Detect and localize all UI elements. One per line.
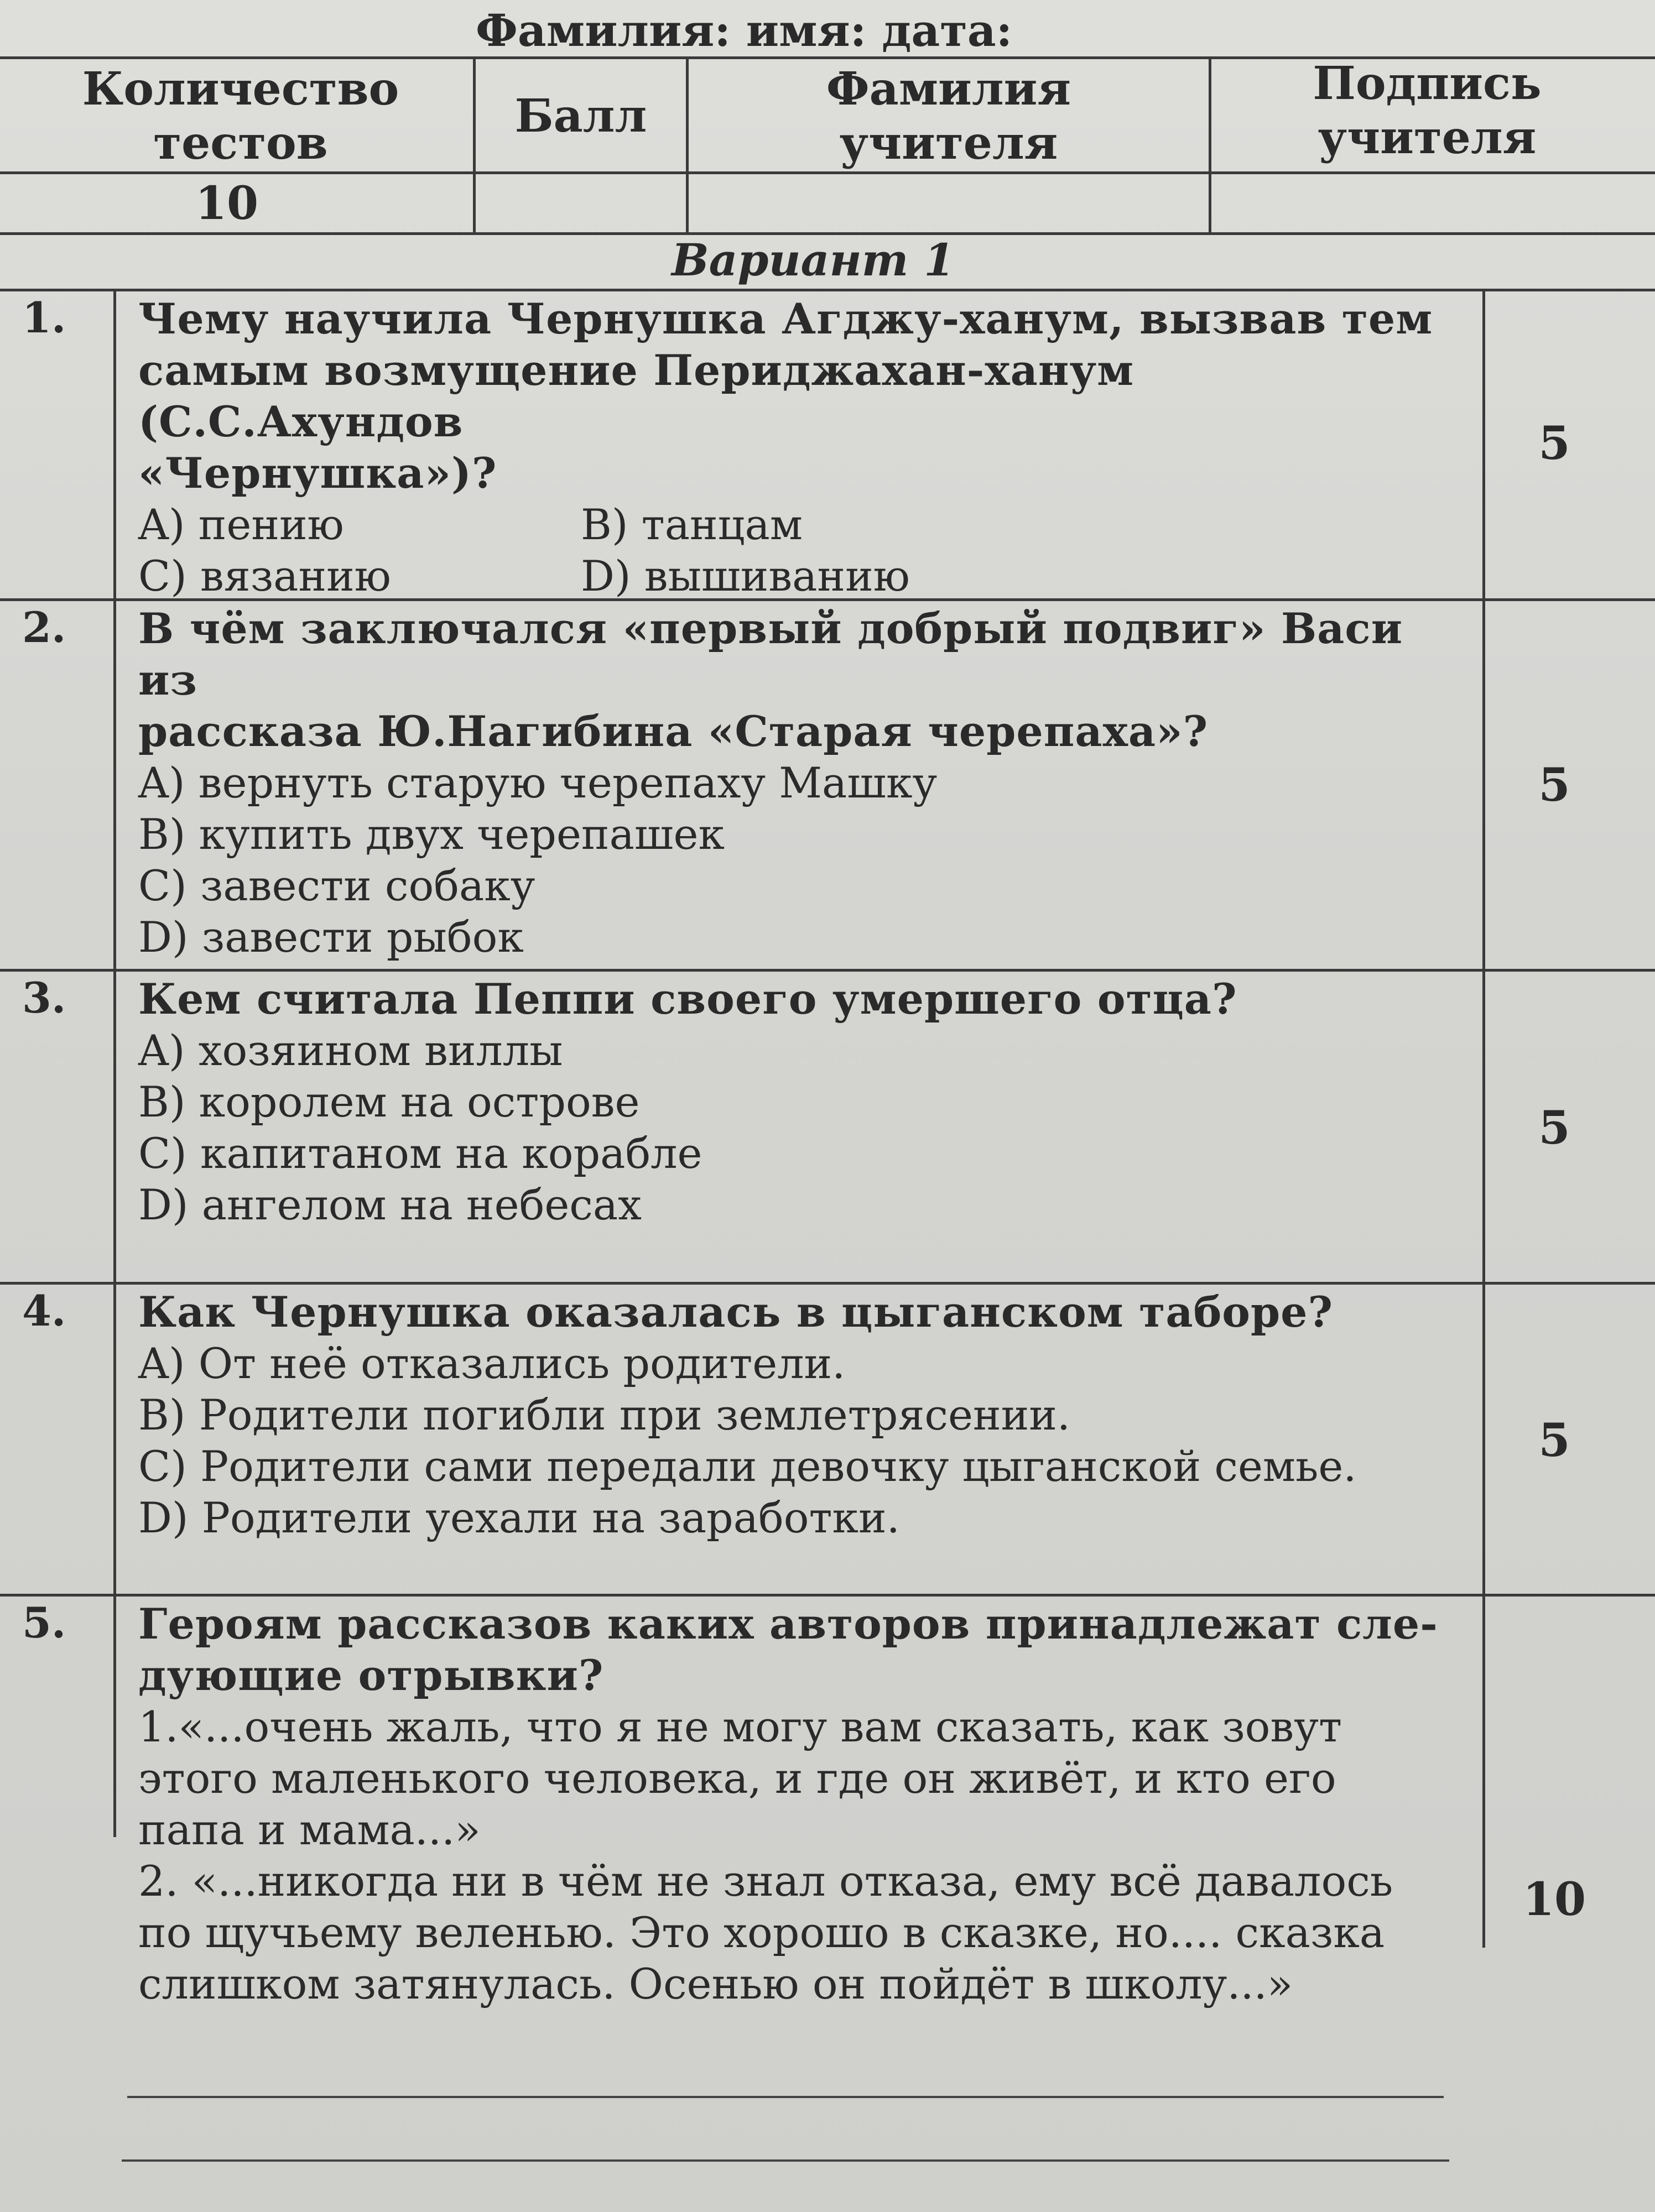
quote-line: слишком затянулась. Осенью он пойдёт в школу...»	[138, 1959, 1293, 2008]
question-3	[138, 973, 1466, 1230]
question-number: 4.	[22, 1286, 66, 1335]
option-c: C) вязанию	[138, 551, 391, 601]
answer-line[interactable]	[127, 2096, 1444, 2098]
question-score: 5	[1538, 417, 1570, 470]
header-cell-tests-count	[11, 61, 470, 171]
option-b: B) королем на острове	[138, 1077, 640, 1126]
option-d: D) ангелом на небесах	[138, 1180, 642, 1229]
row-divider	[0, 1282, 1655, 1285]
header-cell-label: Подпись	[1313, 57, 1542, 110]
quote-line: папа и мама...»	[138, 1805, 481, 1854]
header-cell-label: Фамилия	[826, 62, 1071, 116]
row-divider	[0, 1594, 1655, 1597]
header-title: Фамилия: имя: дата:	[476, 4, 1013, 56]
quote-line: по щучьему веленью. Это хорошо в сказке, но.... сказка	[138, 1908, 1385, 1957]
option-row	[138, 499, 1466, 550]
header-cell-label: Балл	[514, 90, 647, 143]
option-a: A) хозяином виллы	[138, 1026, 563, 1075]
question-4	[138, 1286, 1466, 1543]
option-c: C) завести собаку	[138, 861, 535, 910]
header-cell-score	[476, 61, 686, 171]
header-cell-label: Количество	[82, 62, 399, 116]
option-b: B) купить двух черепашек	[138, 810, 725, 859]
option-a: A) пению	[138, 500, 344, 549]
question-1	[138, 293, 1466, 602]
header-cell-label: тестов	[153, 117, 328, 170]
question-score: 5	[1538, 759, 1570, 812]
question-text-line: рассказа Ю.Нагибина «Старая черепаха»?	[138, 707, 1209, 756]
number-column-line	[113, 289, 116, 1837]
question-number: 2.	[22, 603, 66, 652]
option-b: B) танцам	[581, 500, 803, 549]
row-divider	[0, 969, 1655, 972]
question-text-line: Героям рассказов каких авторов принадлежат сле-	[138, 1599, 1438, 1648]
option-d: D) Родители уехали на заработки.	[138, 1493, 900, 1542]
question-text-line: Кем считала Пеппи своего умершего отца?	[138, 974, 1237, 1024]
question-text-line: «Чернушка»)?	[138, 448, 497, 498]
header-cell-label: учителя	[1318, 111, 1537, 164]
question-2	[138, 603, 1466, 963]
question-score: 5	[1538, 1102, 1570, 1155]
option-b: B) Родители погибли при землетрясении.	[138, 1390, 1071, 1439]
option-row	[138, 550, 1466, 602]
answer-line[interactable]	[122, 2159, 1449, 2162]
option-a: A) вернуть старую черепаху Машку	[138, 758, 938, 807]
option-c: C) Родители сами передали девочку цыганской семье.	[138, 1442, 1357, 1491]
question-number: 1.	[22, 293, 66, 342]
header-cell-label: учителя	[839, 117, 1058, 170]
variant-label: Вариант 1	[672, 234, 955, 286]
header-cell-teacher-name	[689, 61, 1209, 171]
question-number: 3.	[22, 973, 66, 1022]
quote-line: 1.«...очень жаль, что я не могу вам сказать, как зовут	[138, 1702, 1342, 1751]
question-score: 5	[1538, 1414, 1570, 1467]
option-a: A) От неё отказались родители.	[138, 1339, 846, 1388]
variant-bottom-line	[0, 289, 1655, 291]
question-text-line: В чём заключался «первый добрый подвиг» Васи из	[138, 604, 1403, 705]
question-text-line: дующие отрывки?	[138, 1651, 604, 1700]
question-number: 5.	[22, 1598, 66, 1647]
question-text-line: самым возмущение Периджахан-ханум (С.С.Ахундов	[138, 346, 1134, 446]
quote-line: 2. «...никогда ни в чём не знал отказа, ему всё давалось	[138, 1856, 1393, 1906]
tests-count-value: 10	[195, 176, 259, 230]
header-cell-teacher-signature	[1211, 55, 1643, 166]
question-score: 10	[1522, 1873, 1586, 1926]
question-text-line: Как Чернушка оказалась в цыганском таборе?	[138, 1287, 1333, 1337]
option-d: D) завести рыбок	[138, 912, 524, 962]
option-c: C) капитаном на корабле	[138, 1129, 702, 1178]
quote-line: этого маленького человека, и где он живёт, и кто его	[138, 1754, 1336, 1803]
question-5	[138, 1598, 1466, 2010]
option-d: D) вышиванию	[581, 551, 910, 601]
question-text-line: Чему научила Чернушка Агджу-ханум, вызвав тем	[138, 294, 1433, 343]
